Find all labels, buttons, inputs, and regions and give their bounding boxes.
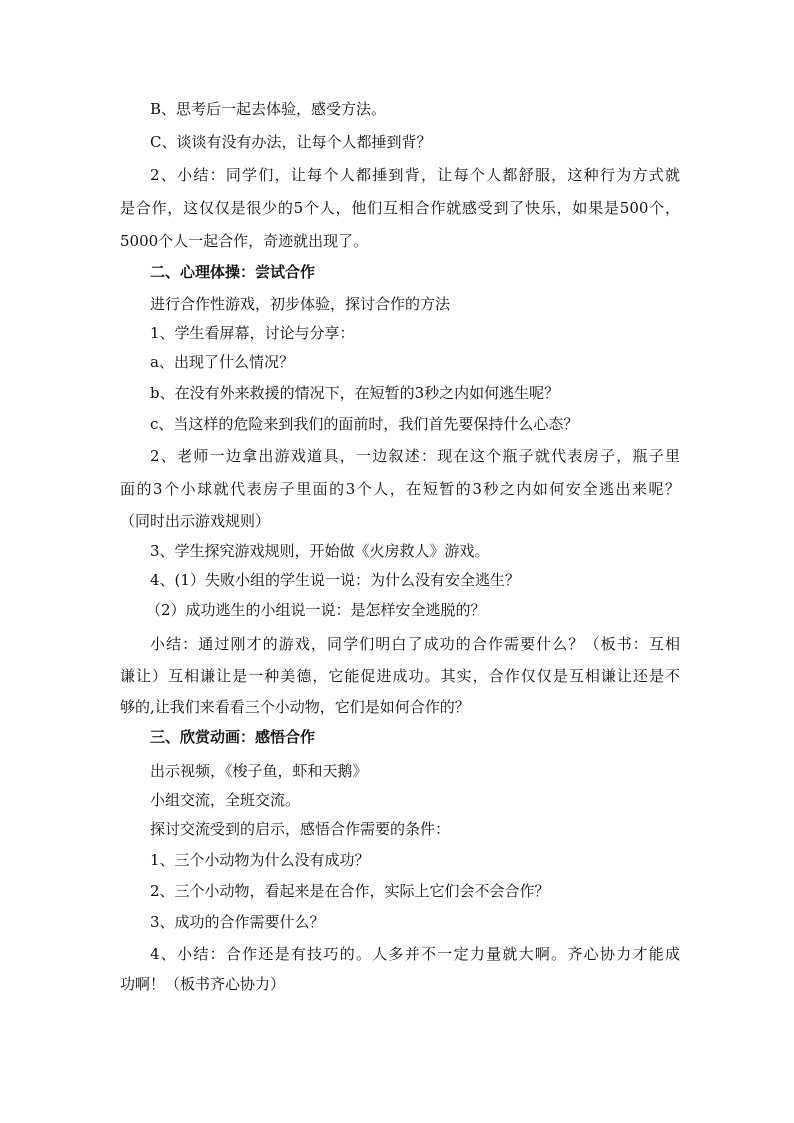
text-line: （同时出示游戏规则） — [120, 512, 271, 530]
text-line: B、思考后一起去体验，感受方法。 — [150, 100, 387, 118]
text-line: C、谈谈有没有办法，让每个人都捶到背？ — [150, 133, 432, 151]
text-line: 1、学生看屏幕，讨论与分享： — [150, 324, 355, 342]
text-line: 谦让）互相谦让是一种美德，它能促进成功。其实，合作仅仅是互相谦让还是不 — [120, 667, 680, 685]
text-line: 5000个人一起合作，奇迹就出现了。 — [120, 232, 369, 250]
section-heading: 三、欣赏动画：感悟合作 — [150, 728, 316, 746]
text-line: 进行合作性游戏，初步体验，探讨合作的方法 — [150, 295, 451, 313]
text-line: 4、小结：合作还是有技巧的。人多并不一定力量就大啊。齐心协力才能成 — [150, 945, 680, 963]
text-line: 2、三个小动物，看起来是在合作，实际上它们会不会合作？ — [150, 882, 550, 900]
text-line: 功啊！（板书齐心协力） — [120, 975, 286, 993]
text-line: 1、三个小动物为什么没有成功？ — [150, 851, 370, 869]
text-line: 3、成功的合作需要什么？ — [150, 913, 325, 931]
text-line: b、在没有外来救援的情况下，在短暂的3秒之内如何逃生呢？ — [150, 384, 560, 402]
text-line: 面的3个小球就代表房子里面的3个人，在短暂的3秒之内如何安全逃出来呢？ — [120, 480, 680, 498]
text-line: 3、学生探究游戏规则，开始做《火房救人》游戏。 — [150, 542, 490, 560]
text-line: a、出现了什么情况？ — [150, 353, 294, 371]
text-line: 小组交流，全班交流。 — [150, 791, 301, 809]
text-line: 出示视频，《梭子鱼，虾和天鹅》 — [150, 762, 368, 780]
text-line: 探讨交流受到的启示，感悟合作需要的条件： — [150, 820, 451, 838]
text-line: （2）成功逃生的小组说一说：是怎样安全逃脱的？ — [146, 601, 486, 619]
text-line: 是合作，这仅仅是很少的5个人，他们互相合作就感受到了快乐，如果是500个， — [120, 199, 680, 217]
section-heading: 二、心理体操：尝试合作 — [150, 263, 316, 281]
text-line: 够的,让我们来看看三个小动物，它们是如何合作的？ — [120, 698, 470, 716]
text-line: c、当这样的危险来到我们的面前时，我们首先要保持什么心态？ — [150, 415, 579, 433]
text-line: 小结：通过刚才的游戏，同学们明白了成功的合作需要什么？（板书：互相 — [150, 635, 680, 653]
text-line: 2、小结：同学们，让每个人都捶到背，让每个人都舒服，这种行为方式就 — [150, 166, 680, 184]
text-line: 2、老师一边拿出游戏道具，一边叙述：现在这个瓶子就代表房子，瓶子里 — [150, 447, 680, 465]
text-line: 4、(1）失败小组的学生说一说：为什么没有安全逃生？ — [150, 571, 520, 589]
